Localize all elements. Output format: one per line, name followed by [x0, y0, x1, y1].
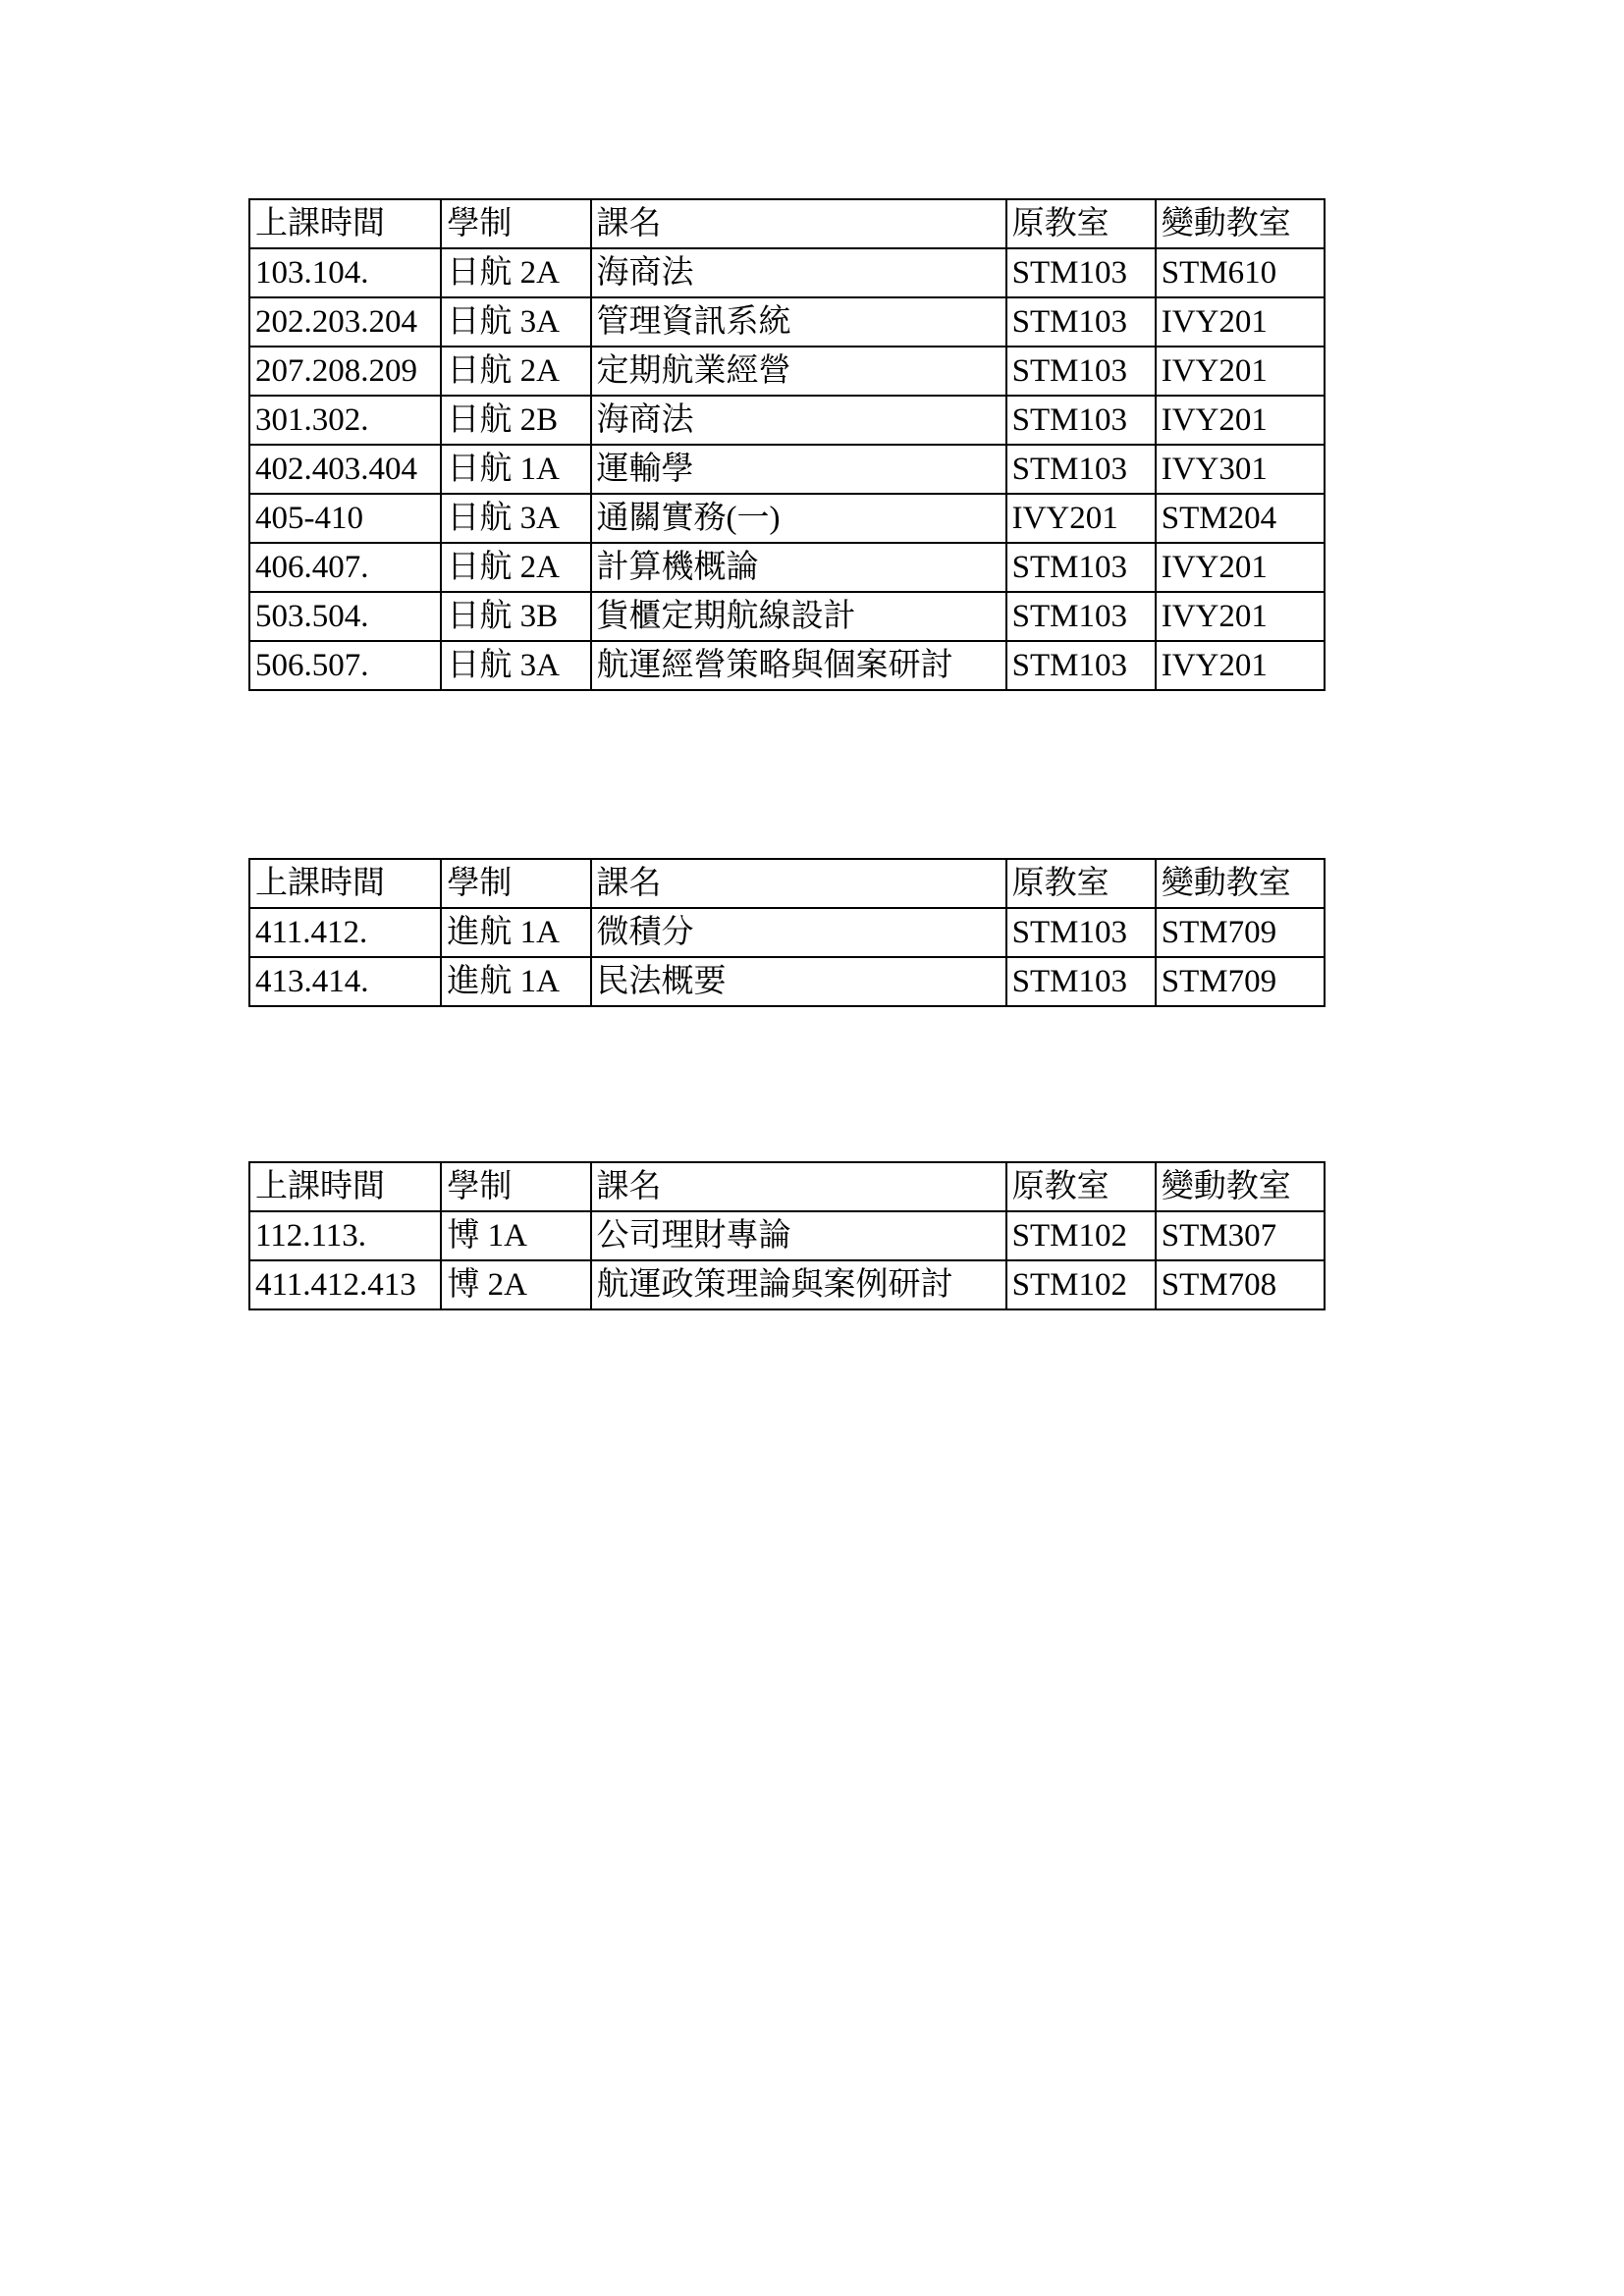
- cell-class-time: 103.104.: [249, 248, 441, 297]
- cell-original-room: IVY201: [1006, 494, 1156, 543]
- cell-original-room: STM102: [1006, 1211, 1156, 1260]
- cell-original-room: STM103: [1006, 641, 1156, 690]
- table-row: [249, 1260, 1325, 1309]
- cell-program: 日航 2A: [441, 543, 590, 592]
- header-original-room: 原教室: [1006, 859, 1156, 908]
- header-class-time: 上課時間: [249, 199, 441, 248]
- table-row: [249, 396, 1325, 445]
- cell-changed-room: STM307: [1156, 1211, 1325, 1260]
- header-program: 學制: [441, 1162, 590, 1211]
- header-course-name: 課名: [591, 859, 1006, 908]
- header-course-name: 課名: [591, 199, 1006, 248]
- cell-course-name: 貨櫃定期航線設計: [591, 592, 1006, 641]
- cell-original-room: STM103: [1006, 957, 1156, 1006]
- cell-original-room: STM103: [1006, 592, 1156, 641]
- cell-program: 進航 1A: [441, 957, 590, 1006]
- header-changed-room: 變動教室: [1156, 859, 1325, 908]
- cell-course-name: 管理資訊系統: [591, 297, 1006, 347]
- cell-class-time: 406.407.: [249, 543, 441, 592]
- cell-class-time: 207.208.209: [249, 347, 441, 396]
- table-row: [249, 592, 1325, 641]
- cell-changed-room: IVY201: [1156, 641, 1325, 690]
- cell-program: 日航 3A: [441, 494, 590, 543]
- cell-changed-room: IVY201: [1156, 592, 1325, 641]
- table-row: [249, 957, 1325, 1006]
- table-row: [249, 908, 1325, 957]
- table-row: [249, 347, 1325, 396]
- cell-course-name: 航運經營策略與個案研討: [591, 641, 1006, 690]
- table-header-row: [249, 1162, 1325, 1211]
- header-program: 學制: [441, 859, 590, 908]
- cell-changed-room: STM709: [1156, 908, 1325, 957]
- cell-changed-room: IVY301: [1156, 445, 1325, 494]
- table-header-row: [249, 859, 1325, 908]
- cell-original-room: STM103: [1006, 908, 1156, 957]
- cell-class-time: 112.113.: [249, 1211, 441, 1260]
- cell-original-room: STM103: [1006, 347, 1156, 396]
- cell-changed-room: IVY201: [1156, 297, 1325, 347]
- cell-program: 日航 3A: [441, 641, 590, 690]
- cell-original-room: STM102: [1006, 1260, 1156, 1309]
- cell-changed-room: STM708: [1156, 1260, 1325, 1309]
- header-course-name: 課名: [591, 1162, 1006, 1211]
- cell-original-room: STM103: [1006, 445, 1156, 494]
- header-original-room: 原教室: [1006, 1162, 1156, 1211]
- table-row: [249, 248, 1325, 297]
- header-class-time: 上課時間: [249, 1162, 441, 1211]
- header-changed-room: 變動教室: [1156, 199, 1325, 248]
- cell-class-time: 405-410: [249, 494, 441, 543]
- cell-original-room: STM103: [1006, 543, 1156, 592]
- cell-class-time: 411.412.: [249, 908, 441, 957]
- cell-course-name: 通關實務(一): [591, 494, 1006, 543]
- cell-changed-room: STM610: [1156, 248, 1325, 297]
- cell-class-time: 506.507.: [249, 641, 441, 690]
- cell-changed-room: IVY201: [1156, 347, 1325, 396]
- schedule-table-3: [248, 1161, 1326, 1310]
- cell-changed-room: STM709: [1156, 957, 1325, 1006]
- header-class-time: 上課時間: [249, 859, 441, 908]
- cell-class-time: 413.414.: [249, 957, 441, 1006]
- cell-program: 進航 1A: [441, 908, 590, 957]
- cell-course-name: 定期航業經營: [591, 347, 1006, 396]
- table-row: [249, 1211, 1325, 1260]
- table-row: [249, 445, 1325, 494]
- cell-program: 博 1A: [441, 1211, 590, 1260]
- cell-changed-room: IVY201: [1156, 543, 1325, 592]
- cell-program: 日航 3B: [441, 592, 590, 641]
- table-header-row: [249, 199, 1325, 248]
- cell-original-room: STM103: [1006, 297, 1156, 347]
- cell-course-name: 海商法: [591, 248, 1006, 297]
- cell-course-name: 微積分: [591, 908, 1006, 957]
- cell-program: 日航 2A: [441, 347, 590, 396]
- cell-course-name: 運輸學: [591, 445, 1006, 494]
- cell-class-time: 503.504.: [249, 592, 441, 641]
- table-row: [249, 297, 1325, 347]
- cell-original-room: STM103: [1006, 248, 1156, 297]
- schedule-table-1: [248, 198, 1326, 691]
- header-original-room: 原教室: [1006, 199, 1156, 248]
- table-row: [249, 641, 1325, 690]
- header-changed-room: 變動教室: [1156, 1162, 1325, 1211]
- cell-course-name: 公司理財專論: [591, 1211, 1006, 1260]
- cell-program: 日航 3A: [441, 297, 590, 347]
- schedule-table-2: [248, 858, 1326, 1007]
- cell-course-name: 航運政策理論與案例研討: [591, 1260, 1006, 1309]
- table-row: [249, 494, 1325, 543]
- cell-original-room: STM103: [1006, 396, 1156, 445]
- cell-course-name: 海商法: [591, 396, 1006, 445]
- table-row: [249, 543, 1325, 592]
- cell-course-name: 民法概要: [591, 957, 1006, 1006]
- cell-class-time: 202.203.204: [249, 297, 441, 347]
- cell-class-time: 411.412.413: [249, 1260, 441, 1309]
- cell-class-time: 301.302.: [249, 396, 441, 445]
- cell-program: 日航 1A: [441, 445, 590, 494]
- header-program: 學制: [441, 199, 590, 248]
- cell-changed-room: STM204: [1156, 494, 1325, 543]
- cell-course-name: 計算機概論: [591, 543, 1006, 592]
- cell-program: 博 2A: [441, 1260, 590, 1309]
- cell-class-time: 402.403.404: [249, 445, 441, 494]
- cell-program: 日航 2A: [441, 248, 590, 297]
- cell-changed-room: IVY201: [1156, 396, 1325, 445]
- cell-program: 日航 2B: [441, 396, 590, 445]
